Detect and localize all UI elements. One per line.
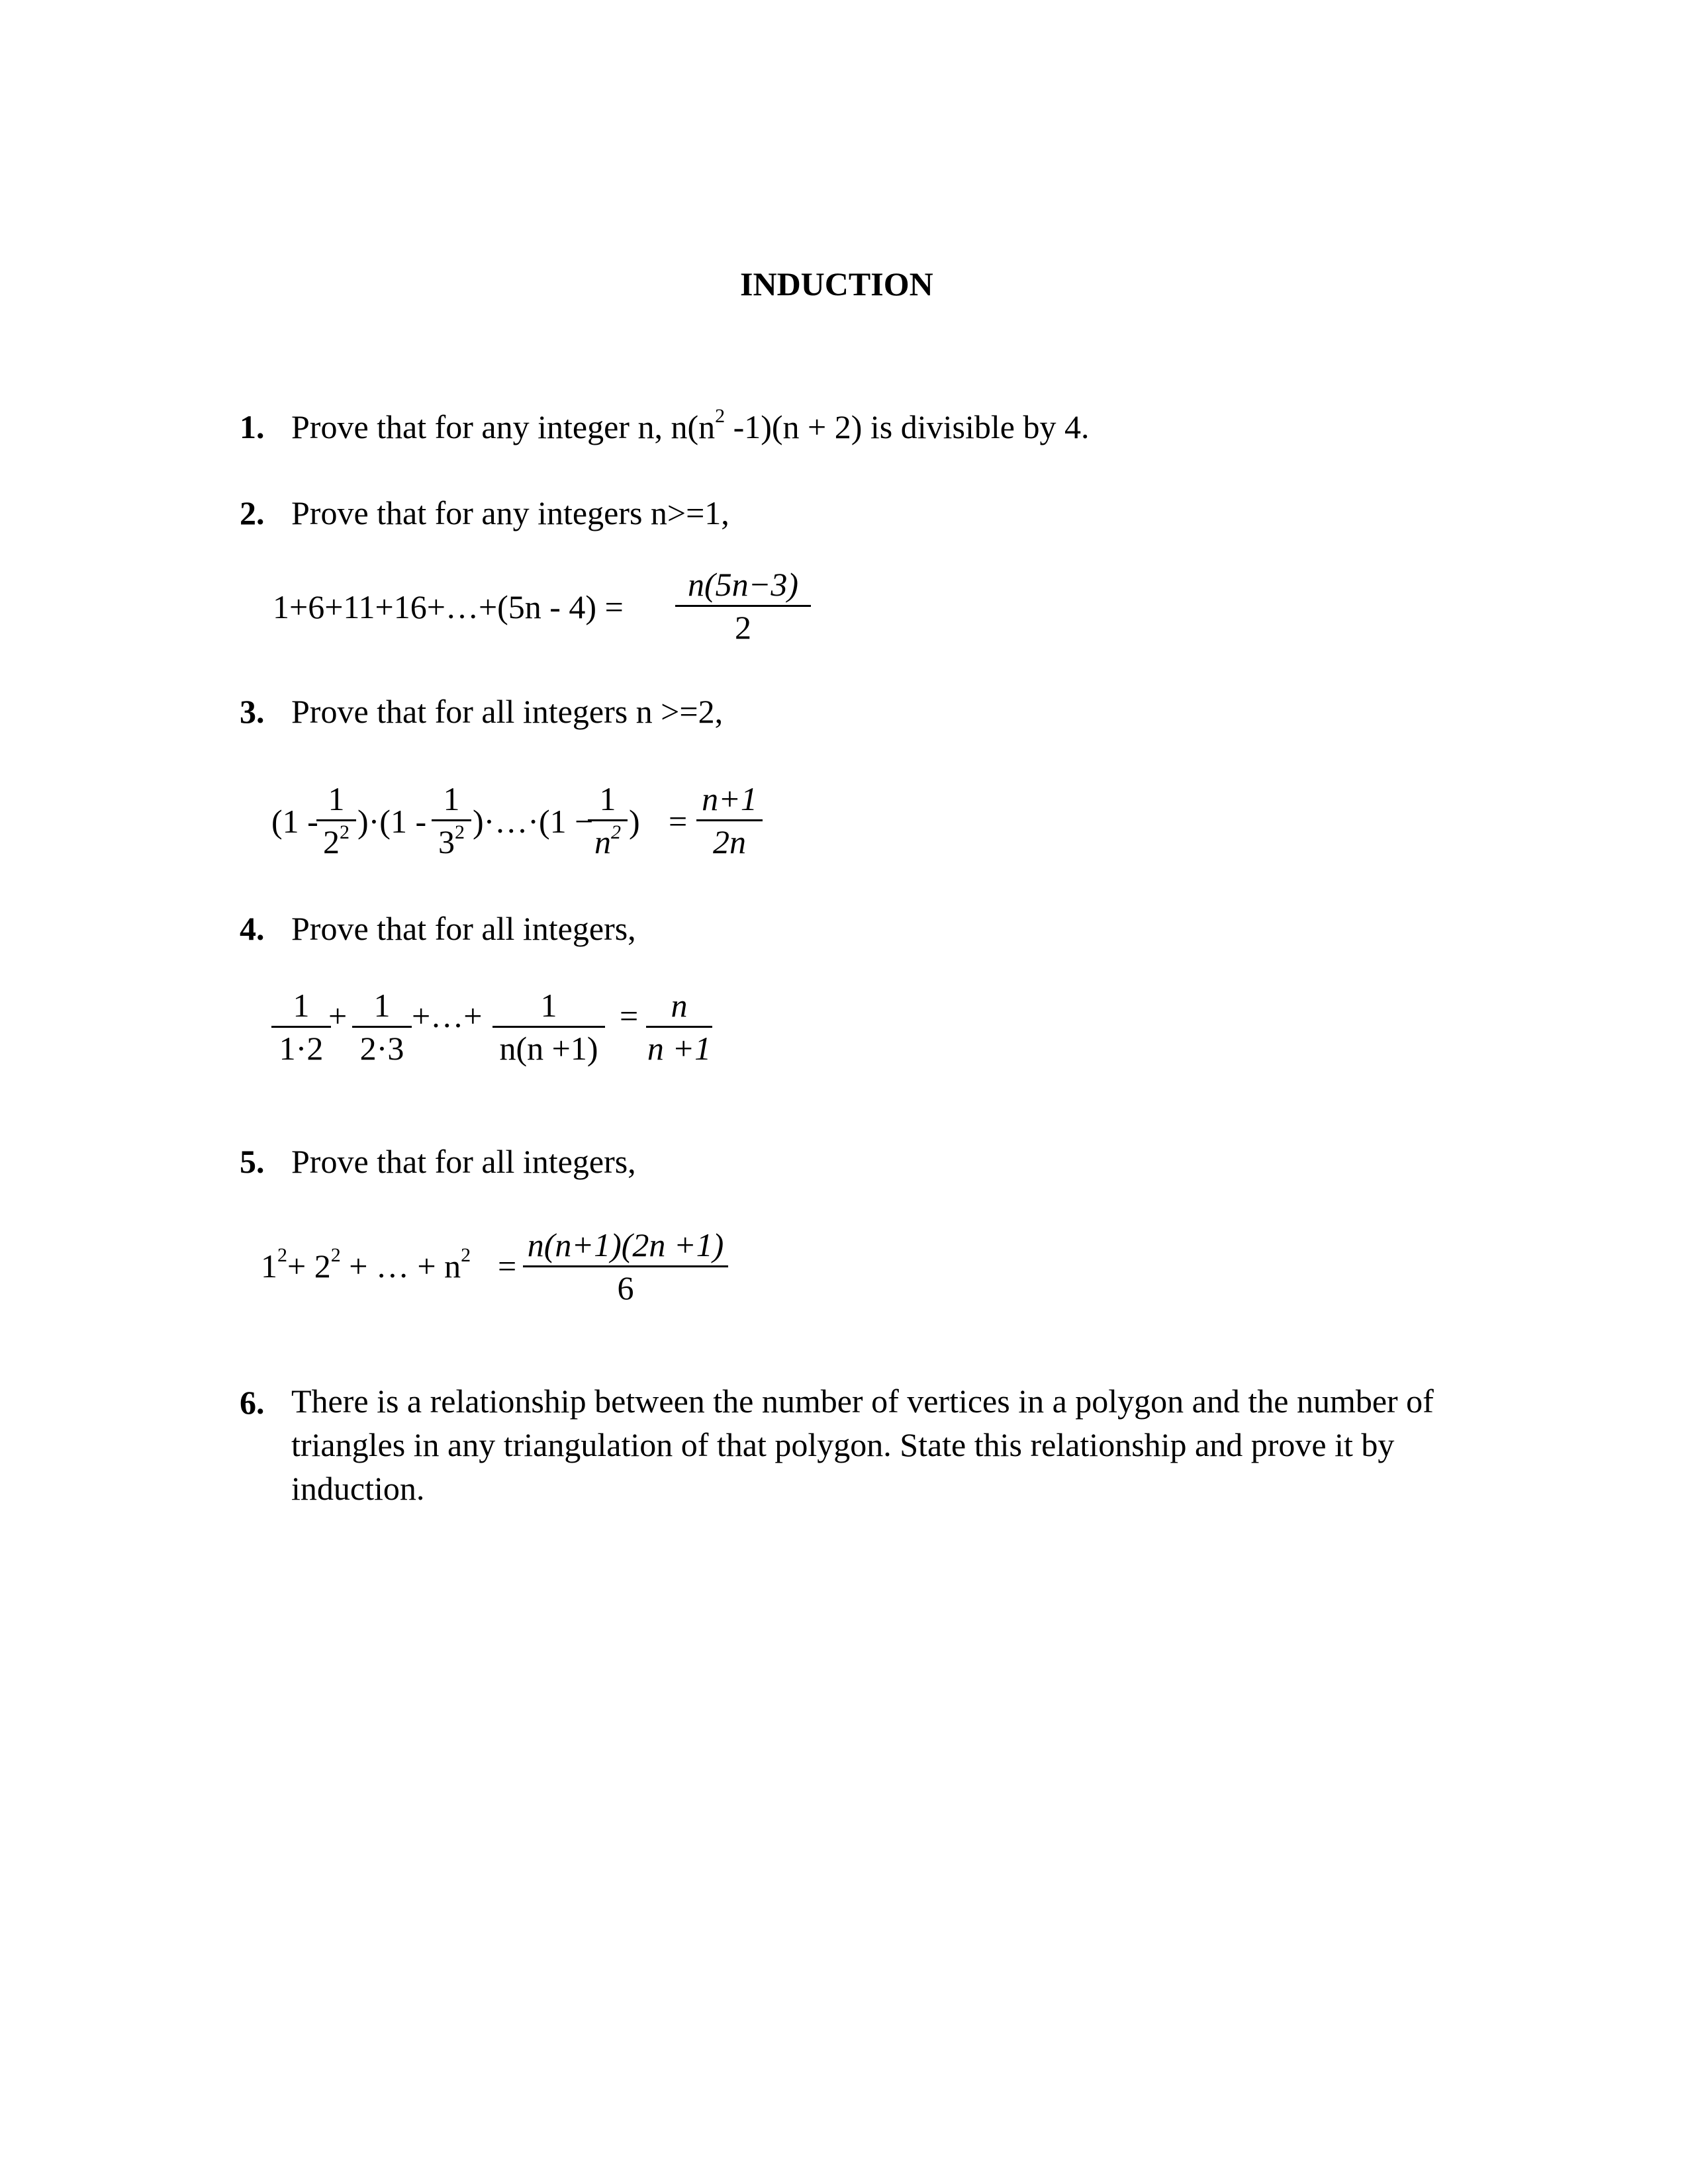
problem-5-equals: = (498, 1248, 517, 1285)
problem-4-term-2 (352, 985, 412, 1069)
problem-3-frac-2-den: $3^2$ (438, 821, 465, 860)
problem-3-rhs-denominator: 2n (713, 823, 746, 860)
problem-2-rhs-numerator: n(5n−3) (687, 566, 799, 603)
problem-4-term-n-num: 1 (540, 987, 557, 1024)
problem-2-rhs-fraction (675, 564, 811, 648)
problem-3-equals: = (669, 803, 688, 840)
problem-4-number: 4. (240, 910, 265, 947)
problem-4-term-1-den: 1·2 (279, 1030, 324, 1067)
problem-2-number: 2. (240, 494, 265, 531)
problem-4-term-1 (271, 985, 331, 1069)
problem-1-text-b: -1)(n + 2) is divisible by 4. (725, 408, 1090, 445)
problem-4-text: Prove that for all integers, (291, 910, 636, 947)
problem-4-term-2-num: 1 (373, 987, 391, 1024)
problem-3-frac-1-den: $2^2$ (323, 821, 350, 860)
problem-3-paren-1: (1 - (271, 803, 318, 840)
problem-6-text: There is a relationship between the number of vertices in a polygon and the number of triangles in any triangulation of that polygon. State this relationship and prove it by induction. (291, 1383, 1434, 1507)
problem-4-ellipsis: +…+ (412, 997, 483, 1034)
problem-5-number: 5. (240, 1143, 265, 1180)
problem-4-rhs-fraction (646, 985, 712, 1069)
problem-3-frac-3 (588, 778, 628, 868)
problem-3-frac-1-num: 1 (328, 780, 345, 817)
page-title: INDUCTION (740, 265, 933, 302)
problem-5-rhs-numerator: n(n+1)(2n +1) (527, 1226, 724, 1263)
problem-1-statement (291, 405, 1090, 446)
problem-3-frac-1 (316, 778, 356, 868)
problem-5-rhs-fraction (523, 1224, 728, 1308)
problem-5-text: Prove that for all integers, (291, 1143, 636, 1180)
problem-3-frac-3-den: $n^2$ (594, 821, 621, 860)
problem-4-term-2-den: 2·3 (359, 1030, 404, 1067)
problem-3-number: 3. (240, 693, 265, 730)
problem-2-rhs-denominator: 2 (735, 609, 751, 646)
problem-3-rhs-numerator: n+1 (702, 780, 757, 817)
problem-6-number: 6. (240, 1384, 265, 1421)
problem-2-lhs: 1+6+11+16+…+(5n - 4) = (273, 588, 624, 625)
problem-5-rhs-denominator: 6 (617, 1269, 634, 1306)
problem-4-rhs-denominator: n +1 (647, 1030, 712, 1067)
problem-4-rhs-numerator: n (671, 987, 688, 1024)
problem-1-text-a: Prove that for any integer n, n(n (291, 408, 716, 445)
problem-3-paren-2: )·(1 - (357, 803, 427, 840)
problem-2-text: Prove that for any integers n>=1, (291, 494, 729, 531)
problem-1-number: 1. (240, 408, 265, 445)
problem-3-paren-4: ) (629, 803, 640, 840)
problem-4-equals: = (620, 997, 639, 1034)
problem-1-exponent: 2 (715, 405, 726, 427)
problem-3-paren-3: )·…·(1 − (473, 803, 594, 840)
problem-3-frac-3-num: 1 (599, 780, 616, 817)
problem-3-frac-2 (432, 778, 471, 868)
problem-3-text: Prove that for all integers n >=2, (291, 693, 724, 730)
problem-4-plus: + (328, 997, 348, 1034)
problem-5-lhs: $1^2+ 2^2$ + … + $n^2$ (261, 1244, 471, 1285)
problem-4-term-n (492, 985, 605, 1069)
problem-3-frac-2-num: 1 (443, 780, 460, 817)
problem-3-rhs-fraction (696, 778, 763, 862)
problem-4-term-1-num: 1 (293, 987, 310, 1024)
problem-4-term-n-den: n(n +1) (499, 1030, 598, 1067)
